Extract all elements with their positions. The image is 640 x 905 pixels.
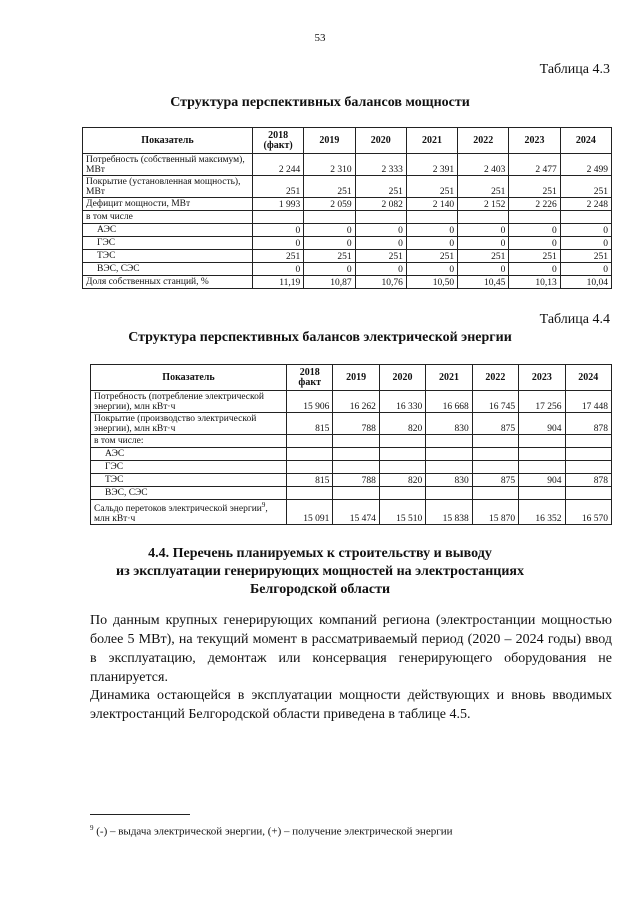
row-label-text: ТЭС [97, 251, 116, 261]
table-cell: 0 [253, 263, 304, 276]
row-label [83, 154, 253, 176]
table-cell: 904 [519, 413, 565, 435]
table-4-3-caption: Таблица 4.3 [539, 62, 610, 77]
table-cell: 875 [472, 413, 518, 435]
table-cell [560, 211, 611, 224]
table-cell: 2 403 [458, 154, 509, 176]
table-cell: 251 [355, 176, 406, 198]
table-row [91, 474, 612, 487]
table-cell: 0 [304, 237, 355, 250]
table-cell: 10,76 [355, 276, 406, 289]
table-cell: 0 [509, 224, 560, 237]
row-label-tail: , млн кВт·ч [94, 504, 268, 525]
table-cell [426, 461, 472, 474]
column-header: 2021 [426, 365, 472, 391]
table-cell: 16 570 [565, 500, 611, 525]
row-label-text: ГЭС [105, 462, 124, 472]
row-label-text: Потребность (потребление электрической энергии), млн кВт·ч [94, 391, 264, 412]
column-header: 2024 [560, 128, 611, 154]
table-cell: 2 333 [355, 154, 406, 176]
table-cell: 2 248 [560, 198, 611, 211]
table-cell [379, 487, 425, 500]
row-label-text: в том числе [86, 212, 133, 222]
table-cell [519, 487, 565, 500]
table-cell: 0 [509, 263, 560, 276]
column-header: 2018 факт [287, 365, 333, 391]
table-cell: 815 [287, 413, 333, 435]
row-label-text: АЭС [97, 225, 117, 235]
table-cell: 788 [333, 474, 379, 487]
table-cell: 2 499 [560, 154, 611, 176]
table-cell: 0 [560, 263, 611, 276]
table-cell: 15 474 [333, 500, 379, 525]
table-row [83, 224, 612, 237]
table-row [83, 237, 612, 250]
table-row [91, 448, 612, 461]
table-row [83, 211, 612, 224]
paragraph-text: Динамика остающейся в эксплуатации мощности действующих и вновь вводимых электростанций Белгородской области приведена в таблице 4.5. [90, 688, 612, 722]
table-cell [355, 211, 406, 224]
table-cell [472, 461, 518, 474]
footnote-text: (-) – выдача электрической энергии, (+) – получение электрической энергии [93, 825, 453, 838]
row-label-text: в том числе: [94, 436, 144, 446]
table-cell: 0 [509, 237, 560, 250]
table-row [91, 391, 612, 413]
table-row [91, 487, 612, 500]
row-label [91, 435, 287, 448]
section-heading-line: 4.4. Перечень планируемых к строительству и выводу [148, 546, 492, 561]
table-cell: 16 745 [472, 391, 518, 413]
column-header: 2018 (факт) [253, 128, 304, 154]
table-cell: 10,50 [406, 276, 457, 289]
column-header: 2020 [355, 128, 406, 154]
table-cell: 251 [355, 250, 406, 263]
paragraph-text: По данным крупных генерирующих компаний региона (электростанции мощностью более 5 МВт), на текущий момент в рассматриваемый период (2020 – 2024 годы) ввод в эксплуатацию, демонтаж или консервация генерирующего оборудования не планируется. [90, 613, 612, 685]
table-cell: 251 [304, 176, 355, 198]
row-label [91, 474, 287, 487]
table-cell: 820 [379, 474, 425, 487]
table-cell: 2 140 [406, 198, 457, 211]
table-cell: 17 256 [519, 391, 565, 413]
row-label [91, 487, 287, 500]
column-header: 2021 [406, 128, 457, 154]
section-heading-line: из эксплуатации генерирующих мощностей на электростанциях [116, 564, 524, 579]
table-cell [458, 211, 509, 224]
table-cell: 251 [509, 250, 560, 263]
table-cell [333, 448, 379, 461]
table-cell: 878 [565, 413, 611, 435]
table-cell: 251 [253, 176, 304, 198]
row-label-text: ТЭС [105, 475, 124, 485]
table-cell: 10,87 [304, 276, 355, 289]
table-cell: 10,04 [560, 276, 611, 289]
table-row [83, 176, 612, 198]
table-cell: 878 [565, 474, 611, 487]
table-cell: 830 [426, 474, 472, 487]
table-cell: 815 [287, 474, 333, 487]
table-cell [379, 435, 425, 448]
table-row [83, 198, 612, 211]
table-cell: 820 [379, 413, 425, 435]
table-cell: 2 059 [304, 198, 355, 211]
table-cell: 16 262 [333, 391, 379, 413]
table-cell: 2 310 [304, 154, 355, 176]
table-cell [519, 461, 565, 474]
table-4-4-title: Структура перспективных балансов электрической энергии [128, 330, 512, 345]
table-cell [565, 435, 611, 448]
column-header: 2023 [509, 128, 560, 154]
table-cell [565, 448, 611, 461]
table-cell: 830 [426, 413, 472, 435]
row-label-text: ВЭС, СЭС [105, 488, 148, 498]
footnote-marker: 9 [90, 824, 94, 832]
table-cell [287, 435, 333, 448]
energy-balance-table [90, 364, 612, 525]
table-row [91, 435, 612, 448]
table-cell: 875 [472, 474, 518, 487]
row-label [91, 448, 287, 461]
table-cell: 0 [560, 224, 611, 237]
column-header: 2022 [458, 128, 509, 154]
table-cell: 2 477 [509, 154, 560, 176]
table-row [83, 250, 612, 263]
table-cell [426, 487, 472, 500]
row-label-text: АЭС [105, 449, 125, 459]
column-header: 2019 [333, 365, 379, 391]
table-cell: 2 226 [509, 198, 560, 211]
table-cell: 251 [560, 250, 611, 263]
row-label [83, 250, 253, 263]
table-cell [472, 435, 518, 448]
table-cell: 251 [458, 176, 509, 198]
row-label-text: Потребность (собственный максимум), МВт [86, 154, 245, 175]
column-header: 2023 [519, 365, 565, 391]
table-cell: 0 [406, 224, 457, 237]
column-header: 2022 [472, 365, 518, 391]
table-cell: 251 [304, 250, 355, 263]
table-cell: 2 391 [406, 154, 457, 176]
footnote-ref: 9 [261, 501, 266, 509]
row-label-text: Покрытие (производство электрической энергии), млн кВт·ч [94, 413, 257, 434]
column-header: Показатель [83, 128, 253, 154]
table-row [91, 413, 612, 435]
column-header: 2019 [304, 128, 355, 154]
table-cell: 788 [333, 413, 379, 435]
table-cell [472, 487, 518, 500]
table-cell: 0 [458, 224, 509, 237]
table-cell [472, 448, 518, 461]
table-cell: 0 [253, 237, 304, 250]
row-label [91, 391, 287, 413]
table-cell: 15 510 [379, 500, 425, 525]
row-label [91, 500, 287, 525]
table-cell: 1 993 [253, 198, 304, 211]
table-cell [379, 461, 425, 474]
row-label [83, 263, 253, 276]
row-label [83, 237, 253, 250]
row-label [83, 198, 253, 211]
table-cell: 0 [458, 237, 509, 250]
table-cell: 15 906 [287, 391, 333, 413]
table-cell: 2 152 [458, 198, 509, 211]
table-cell: 10,45 [458, 276, 509, 289]
table-cell: 251 [406, 176, 457, 198]
row-label [83, 224, 253, 237]
row-label [91, 413, 287, 435]
table-header-row [91, 365, 612, 391]
row-label-text: ВЭС, СЭС [97, 264, 140, 274]
table-cell: 0 [458, 263, 509, 276]
table-cell: 11,19 [253, 276, 304, 289]
table-cell: 15 091 [287, 500, 333, 525]
table-cell: 2 082 [355, 198, 406, 211]
table-cell: 251 [406, 250, 457, 263]
table-row [91, 500, 612, 525]
table-cell: 904 [519, 474, 565, 487]
column-header: 2024 [565, 365, 611, 391]
table-cell [304, 211, 355, 224]
section-heading [0, 545, 640, 599]
footnote-divider [90, 814, 190, 815]
table-cell: 0 [355, 263, 406, 276]
capacity-balance-table [82, 127, 612, 289]
table-cell: 251 [253, 250, 304, 263]
table-cell [519, 435, 565, 448]
table-cell [333, 487, 379, 500]
row-label [83, 276, 253, 289]
table-cell [287, 461, 333, 474]
table-cell [287, 487, 333, 500]
table-cell: 16 330 [379, 391, 425, 413]
table-cell [287, 448, 333, 461]
table-cell: 0 [304, 224, 355, 237]
column-header: Показатель [91, 365, 287, 391]
table-cell: 15 838 [426, 500, 472, 525]
table-cell: 0 [406, 237, 457, 250]
table-cell [379, 448, 425, 461]
table-cell [406, 211, 457, 224]
table-cell: 251 [458, 250, 509, 263]
paragraph [90, 686, 612, 724]
table-cell [253, 211, 304, 224]
table-row [83, 154, 612, 176]
row-label-text: Покрытие (установленная мощность), МВт [86, 176, 241, 197]
page-number: 53 [314, 32, 326, 44]
table-cell: 0 [406, 263, 457, 276]
section-heading-line: Белгородской области [249, 582, 391, 597]
row-label-text: ГЭС [97, 238, 116, 248]
table-cell [509, 211, 560, 224]
table-cell [519, 448, 565, 461]
table-cell: 0 [355, 224, 406, 237]
table-cell [426, 448, 472, 461]
table-cell: 17 448 [565, 391, 611, 413]
table-header-row [83, 128, 612, 154]
row-label [83, 211, 253, 224]
table-cell: 0 [253, 224, 304, 237]
table-row [83, 276, 612, 289]
table-cell: 0 [304, 263, 355, 276]
table-cell: 0 [560, 237, 611, 250]
table-cell [333, 435, 379, 448]
column-header: 2020 [379, 365, 425, 391]
table-cell [426, 435, 472, 448]
table-cell: 16 668 [426, 391, 472, 413]
table-cell: 251 [509, 176, 560, 198]
row-label-text: Сальдо перетоков электрической энергии [94, 504, 262, 515]
row-label [91, 461, 287, 474]
table-cell: 2 244 [253, 154, 304, 176]
table-cell: 251 [560, 176, 611, 198]
row-label-text: Дефицит мощности, МВт [86, 199, 191, 209]
table-4-3-title: Структура перспективных балансов мощности [170, 95, 470, 110]
paragraph [90, 611, 612, 687]
table-4-4-caption: Таблица 4.4 [539, 312, 610, 327]
table-row [91, 461, 612, 474]
table-cell: 0 [355, 237, 406, 250]
footnote [90, 824, 453, 838]
table-cell [565, 461, 611, 474]
table-cell: 10,13 [509, 276, 560, 289]
row-label [83, 176, 253, 198]
table-cell: 15 870 [472, 500, 518, 525]
table-row [83, 263, 612, 276]
table-cell: 16 352 [519, 500, 565, 525]
table-cell [565, 487, 611, 500]
table-cell [333, 461, 379, 474]
row-label-text: Доля собственных станций, % [86, 277, 209, 287]
